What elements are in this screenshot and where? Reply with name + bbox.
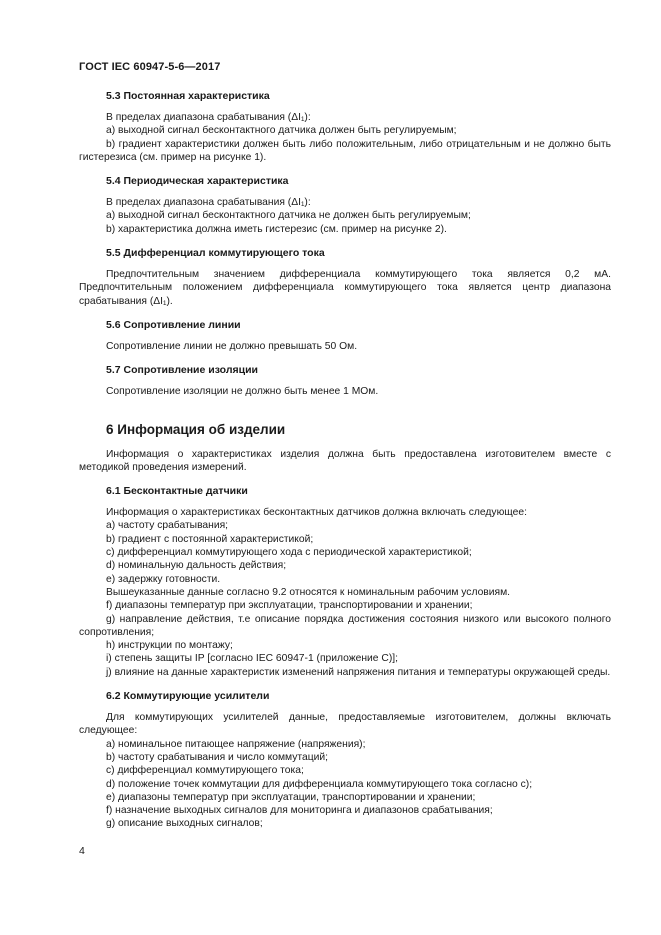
paragraph: Информация о характеристиках бесконтактных датчиков должна включать следующее: (106, 507, 527, 519)
list-item: h) инструкции по монтажу; (106, 640, 233, 652)
document-body (79, 89, 611, 831)
section-6-heading: 6 Информация об изделии (106, 421, 286, 437)
list-item: c) дифференциал коммутирующего тока; (106, 765, 304, 777)
list-item: e) задержку готовности. (106, 573, 221, 585)
section-5-4-heading: 5.4 Периодическая характеристика (106, 175, 289, 188)
page-number: 4 (79, 845, 85, 857)
list-item: a) выходной сигнал бесконтактного датчика должен быть регулируемым; (106, 125, 457, 137)
list-item: b) частоту срабатывания и число коммутаций; (106, 751, 328, 763)
list-item: a) номинальное питающее напряжение (напряжения); (106, 738, 366, 750)
standard-header: ГОСТ IEC 60947-5-6—2017 (79, 61, 221, 73)
paragraph: В пределах диапазона срабатывания (ΔI₁): (106, 197, 311, 209)
list-item: c) дифференциал коммутирующего хода с периодической характеристикой; (106, 547, 472, 559)
paragraph: В пределах диапазона срабатывания (ΔI₁): (106, 112, 311, 123)
list-item: i) степень защиты IP [согласно IEC 60947-1 (приложение C)]; (106, 653, 398, 665)
list-item: d) положение точек коммутации для дифференциала коммутирующего тока согласно c); (106, 778, 533, 790)
paragraph: Сопротивление изоляции не должно быть менее 1 МОм. (106, 386, 379, 398)
list-item: f) диапазоны температур при эксплуатации, транспортировании и хранении; (106, 600, 473, 612)
paragraph: Предпочтительным значением дифференциала коммутирующего тока является 0,2 мА. Предпочтительным положением дифференциала коммутирующего тока является центр диапазона срабатывания (ΔI₁). (79, 269, 611, 307)
section-6-1-heading: 6.1 Бесконтактные датчики (106, 485, 248, 498)
list-item: g) направление действия, т.е описание порядка достижения состояния низкого или высокого полного сопротивления; (79, 613, 611, 638)
section-6-2-heading: 6.2 Коммутирующие усилители (106, 690, 270, 703)
list-item: g) описание выходных сигналов; (106, 818, 263, 830)
paragraph: Вышеуказанные данные согласно 9.2 относятся к номинальным рабочим условиям. (106, 586, 511, 598)
paragraph: Для коммутирующих усилителей данные, предоставляемые изготовителем, должны включать следующее: (79, 712, 611, 737)
list-item: b) градиент характеристики должен быть либо положительным, либо отрицательным и не должно быть гистерезиса (см. пример на рисунке 1). (79, 138, 611, 163)
paragraph: Сопротивление линии не должно превышать 50 Ом. (106, 340, 358, 352)
section-5-6-heading: 5.6 Сопротивление линии (106, 318, 241, 331)
list-item: d) номинальную дальность действия; (106, 560, 287, 572)
list-item: a) выходной сигнал бесконтактного датчика не должен быть регулируемым; (106, 210, 471, 222)
list-item: a) частоту срабатывания; (106, 520, 229, 532)
section-5-5-heading: 5.5 Дифференциал коммутирующего тока (106, 247, 325, 260)
list-item: e) диапазоны температур при эксплуатации, транспортировании и хранении; (106, 791, 476, 803)
list-item: b) градиент с постоянной характеристикой; (106, 533, 314, 545)
paragraph: Информация о характеристиках изделия должна быть предоставлена изготовителем вместе с методикой проведения измерений. (79, 448, 611, 473)
section-5-7-heading: 5.7 Сопротивление изоляции (106, 364, 258, 377)
section-5-3-heading: 5.3 Постоянная характеристика (106, 90, 270, 102)
list-item: j) влияние на данные характеристик изменений напряжения питания и температуры окружающей среды. (106, 666, 611, 678)
list-item: b) характеристика должна иметь гистерезис (см. пример на рисунке 2). (106, 223, 447, 235)
list-item: f) назначение выходных сигналов для мониторинга и диапазонов срабатывания; (106, 805, 493, 817)
